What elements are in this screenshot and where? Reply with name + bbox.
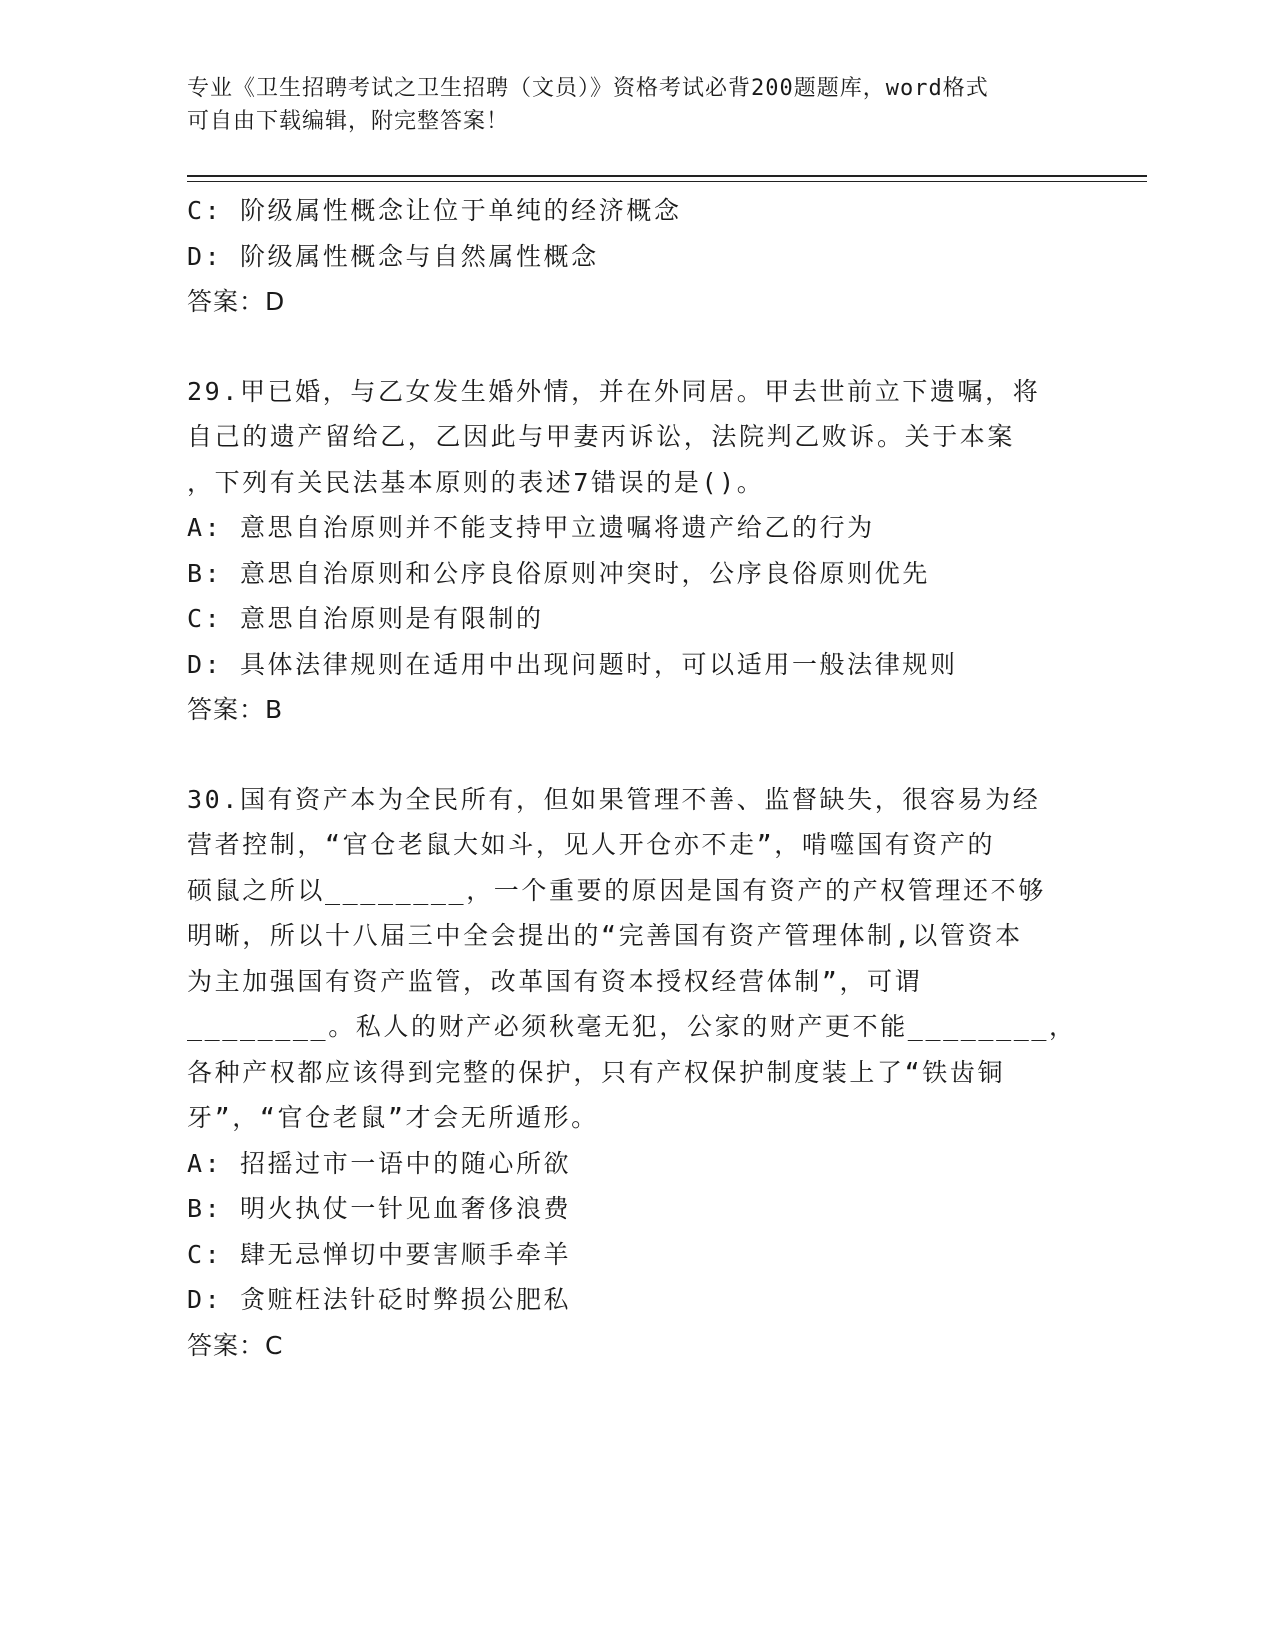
- header-divider-thin: [187, 181, 1147, 182]
- question-30: [187, 777, 1077, 1369]
- question-stem-line: 牙”，“官仓老鼠”才会无所遁形。: [187, 1103, 599, 1132]
- spacer: [187, 325, 1067, 369]
- option-c: C: 阶级属性概念让位于单纯的经济概念: [187, 196, 682, 225]
- option-c: C: 肆无忌惮切中要害顺手牵羊: [187, 1239, 572, 1269]
- question-stem-line: 自己的遗产留给乙，乙因此与甲妻丙诉讼，法院判乙败诉。关于本案: [187, 422, 1016, 451]
- option-d: D: 具体法律规则在适用中出现问题时，可以适用一般法律规则: [187, 649, 958, 679]
- question-stem-line: 30.国有资产本为全民所有，但如果管理不善、监督缺失，很容易为经: [187, 784, 1041, 814]
- header-line-1: 专业《卫生招聘考试之卫生招聘（文员）》资格考试必背200题题库，word格式: [187, 76, 989, 101]
- question-stem-line: 明晰，所以十八届三中全会提出的“完善国有资产管理体制,以管资本: [187, 921, 1023, 950]
- option-a: A: 招摇过市一语中的随心所欲: [187, 1148, 572, 1178]
- document-body: [187, 188, 1077, 1368]
- question-stem-line: 营者控制，“官仓老鼠大如斗，见人开仓亦不走”，啃噬国有资产的: [187, 830, 996, 859]
- question-stem-line: 硕鼠之所以________，一个重要的原因是国有资产的产权管理还不够: [187, 875, 1046, 905]
- answer: 答案：B: [187, 695, 284, 724]
- option-a: A: 意思自治原则并不能支持甲立遗嘱将遗产给乙的行为: [187, 513, 875, 542]
- question-stem-line: ________。私人的财产必须秋毫无犯，公家的财产更不能________，: [187, 1012, 1077, 1041]
- header-divider-thick: [187, 175, 1147, 177]
- question-28: [187, 188, 1067, 325]
- question-stem-line: 各种产权都应该得到完整的保护，只有产权保护制度装上了“铁齿铜: [187, 1057, 1006, 1087]
- spacer: [187, 733, 1067, 777]
- option-d: D: 贪赃枉法针砭时弊损公肥私: [187, 1285, 572, 1314]
- answer: 答案：C: [187, 1330, 284, 1360]
- answer: 答案：D: [187, 287, 286, 316]
- header-line-2: 可自由下载编辑，附完整答案！: [187, 109, 510, 134]
- option-d: D: 阶级属性概念与自然属性概念: [187, 241, 599, 271]
- option-b: B: 明火执仗一针见血奢侈浪费: [187, 1194, 572, 1223]
- question-stem-line: 为主加强国有资产监管，改革国有资本授权经营体制”，可谓: [187, 966, 923, 996]
- question-stem-line: 29.甲已婚，与乙女发生婚外情，并在外同居。甲去世前立下遗嘱，将: [187, 376, 1041, 406]
- option-b: B: 意思自治原则和公序良俗原则冲突时，公序良俗原则优先: [187, 558, 930, 588]
- question-stem-line: ，下列有关民法基本原则的表述7错误的是()。: [187, 467, 765, 497]
- document-header: [187, 72, 1067, 138]
- question-29: [187, 369, 1067, 733]
- option-c: C: 意思自治原则是有限制的: [187, 604, 544, 633]
